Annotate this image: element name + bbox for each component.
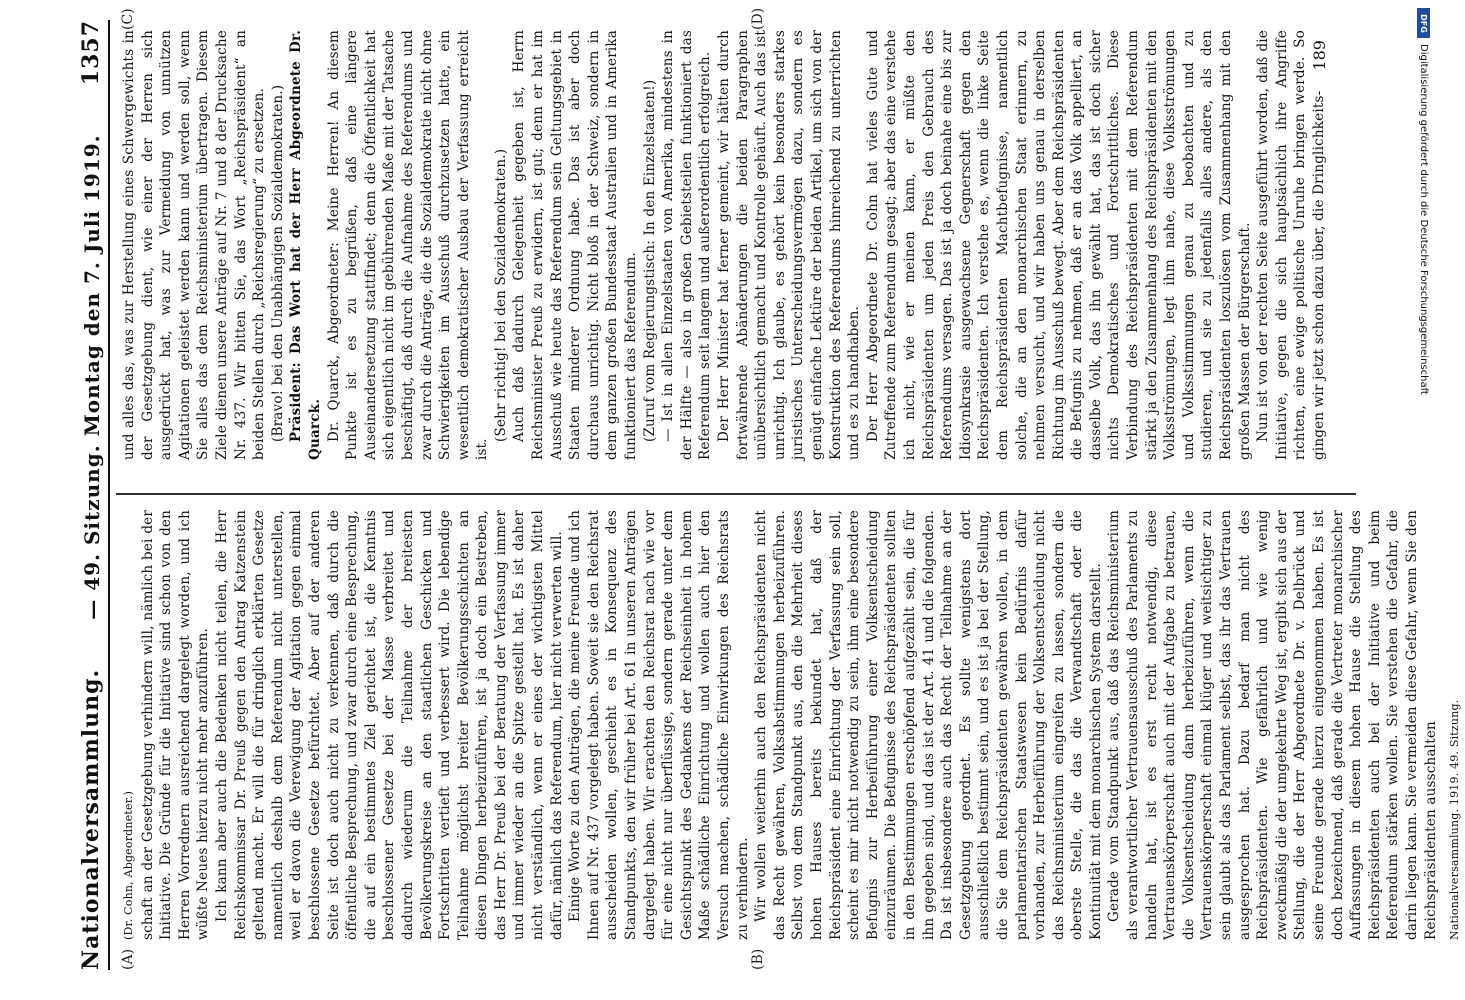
- margin-letter-d: (D): [750, 7, 766, 30]
- header-page-number: 1357: [78, 20, 104, 86]
- interjection: (Bravo! bei den Unabhängigen Sozialdemokraten.): [269, 84, 286, 442]
- left-paragraph: Einige Worte zu den Anträgen, die meine Freunde und ich Ihnen auf Nr. 437 vorgelegt haben. Soweit sie den Reichsrat ausscheiden wollen, geschieht es in Konsequenz des Standpunkts, den wir früher bei Art. 61 in unseren Anträgen dargelegt haben. Wir erachten den Reichsrat nach wie vor für eine nicht nur überflüssige, sondern gerade unter dem Gesichtspunkt des Gedankens der Reichseinheit in hohem Maße schädliche Einrichtung und wollen auch hier den Versuch machen, schädliche Einwirkungen des Reichsrats zu verhindern.: [567, 510, 751, 940]
- column-divider: [116, 494, 1356, 496]
- dfg-logo-icon: DFG: [1417, 8, 1430, 38]
- left-paragraph: Ich kann aber auch die Bedenken nicht teilen, die Herr Reichskommissar Dr. Preuß gegen den Antrag Katzenstein geltend macht. Er will die für dringlich erklärten Gesetze namentlich deshalb dem Referendum nicht unterstellen, weil er davon die Verewigung der Agitation gegen einmal beschlossene Gesetze befürchtet. Aber auf der anderen Seite ist doch auch nicht zu verkennen, daß durch die öffentliche Besprechung, und zwar durch eine Besprechung, die auf ein bestimmtes Ziel gerichtet ist, die Kenntnis beschlossener Gesetze bei der Masse verbreitet und dadurch wiederum die Teilnahme der breitesten Bevölkerungskreise an den staatlichen Geschicken und Fortschritten vertieft und verbessert wird. Die lebendige Teilnahme möglichst breiter Bevölkerungsschichten an diesen Dingen herbeizuführen, ist ja doch ein Bestreben, das Herr Dr. Preuß bei der Beratung der Verfassung immer und immer wieder an die Spitze gestellt hat. Es ist daher nicht verständlich, wenn er eines der wichtigsten Mittel dafür, nämlich das Referendum, hier nicht verwerten will.: [213, 510, 565, 940]
- sidebar-text: Digitalisierung gefördert durch die Deutsche Forschungsgemeinschaft: [1418, 44, 1429, 395]
- header-left: Nationalversammlung.: [78, 668, 104, 970]
- right-paragraph: Der Herr Minister hat ferner gemeint, wir hätten durch fortwährende Abänderungen die beiden Paragraphen unübersichtlich gemacht und Kontrolle gehäuft. Auch das ist unrichtig. Ich glaube, es gehört kein besonders starkes juristisches Unterscheidungsvermögen dazu, sondern es genügt einfache Lektüre der beiden Artikel, um sich von der Konstruktion des Referendums hinreichend zu unterrichten und es zu handhaben.: [716, 30, 863, 460]
- page-header: [70, 20, 110, 970]
- interjection: (Zuruf vom Regierungstisch: In den Einzelstaaten!): [641, 79, 658, 442]
- digitization-sidebar: [1416, 44, 1430, 644]
- header-center: — 49. Sitzung. Montag den 7. Juli 1919.: [80, 134, 104, 620]
- president-line: Präsident: Das Wort hat der Herr Abgeordnete Dr. Quarck.: [288, 30, 323, 460]
- right-paragraph: Auch daß dadurch Gelegenheit gegeben ist, Herrn Reichsminister Preuß zu erwidern, ist gut; denn er hat im Ausschuß wie heute das Referendum sein Geltungsgebiet in Staaten minderer Ordnung habe. Das ist aber doch durchaus unrichtig. Nicht bloß in der Schweiz, sondern in dem ganzen großen Bundesstaat Australien und in Amerika funktioniert das Referendum.: [511, 30, 640, 460]
- left-footer: Nationalversammlung. 1919. 49. Sitzung.: [1448, 699, 1462, 940]
- right-paragraph: Dr. Quarck, Abgeordneter: Meine Herren! An diesem Punkte ist es zu begrüßen, daß eine längere Auseinandersetzung stattfindet; denn die Öffentlichkeit hat sich eigentlich nicht im gebührenden Maße mit der Tatsache beschäftigt, daß durch die Aufnahme des Referendums und zwar durch die Anträge, die die Sozialdemokratie nicht ohne Schwierigkeiten im Ausschuß durchzusetzen hatte, ein wesentlich demokratischer Ausbau der Verfassung erreicht ist.: [325, 30, 491, 460]
- speaker-head: (Dr. Cohn, Abgeordneter.): [122, 790, 135, 940]
- left-column: [120, 510, 1465, 940]
- right-paragraph: Nun ist von der rechten Seite ausgeführt worden, daß die Initiative, gegen die sich hauptsächlich ihre Angriffe richten, eine ewige politische Unruhe bringen werde. So gingen wir jetzt schon dazu über, die Dringlichkeits-: [1255, 30, 1327, 460]
- left-paragraph: schaft an der Gesetzgebung verhindern will, nämlich bei der Initiative. Die Gründe für die Initiative sind schon von den Herren Vorrednern ausreichend dargelegt worden, und ich wüßte Neues hierzu nicht mehr anzuführen.: [139, 510, 212, 940]
- interjection: (Sehr richtig! bei den Sozialdemokraten.): [492, 148, 509, 442]
- right-paragraph: Der Herr Abgeordnete Dr. Cohn hat vieles Gute und Zutreffende zum Referendum gesagt; aber das eine verstehe ich nicht, wie er meinen kann, er müßte den Reichspräsidenten um jeden Preis den Gebrauch des Referendums versagen. Das ist ja doch beinahe eine bis zur Idiosynkrasie ausgewachsene Gegnerschaft gegen den Reichspräsidenten. Ich verstehe es, wenn die linke Seite dem Reichspräsidenten Machtbefugnisse, namentlich solche, die an den monarchischen Staat erinnern, zu nehmen versucht, und wir haben uns genau in derselben Richtung im Ausschuß bewegt. Aber dem Reichspräsidenten die Befugnis zu nehmen, daß er an das Volk appelliert, an dasselbe Volk, das ihn gewählt hat, das ist doch sicher nichts Demokratisches und Fortschrittliches. Diese Verbindung des Reichspräsidenten mit dem Referendum stärkt ja den Zusammenhang des Reichspräsidenten mit den Volksströmungen, legt ihm nahe, diese Volksströmungen und Volksstimmungen genau zu beobachten und zu studieren, und sie zu jedenfalls alles andere, als den Reichspräsidenten loszulösen vom Zusammenhang mit den großen Massen der Bürgerschaft.: [864, 30, 1253, 460]
- left-paragraph: Wir wollen weiterhin auch den Reichspräsidenten nicht das Recht gewähren, Volksabstimmungen herbeizuführen. Selbst von dem Standpunkt aus, den die Mehrheit dieses hohen Hauses bereits bekundet hat, daß der Reichspräsident eine Einrichtung der Verfassung sein soll, scheint es mir nicht notwendig zu sein, ihm eine besondere Befugnis zur Herbeiführung einer Volksentscheidung einzuräumen. Die Befugnisse des Reichspräsidenten sollten in den Bestimmungen erschöpfend aufgezählt sein, die für ihn gegeben sind, und das ist der Art. 41 und die folgenden. Da ist insbesondere auch das Recht der Teilnahme an der Gesetzgebung geordnet. Es sollte wenigstens dort ausschließlich bestimmt sein, und es ist ja bei der Stellung, die Sie dem Reichspräsidenten gewähren wollen, in dem parlamentarischen Staatswesen kein Bedürfnis dafür vorhanden, zur Herbeiführung der Volksentscheidung nicht das Reichsministerium eingreifen zu lassen, sondern die oberste Stelle, die das die Verwandtschaft oder die Kontinuität mit dem monarchischen System darstellt.: [753, 510, 1104, 940]
- margin-letter-a: (A): [120, 948, 136, 970]
- page-footer-number: 189: [1310, 40, 1329, 71]
- left-paragraph: Gerade vom Standpunkt aus, daß das Reichsministerium als verantwortlicher Vertrauensausschuß des Parlaments zu handeln hat, ist es erst recht notwendig, diese Vertrauenskörperschaft auch mit der Aufgabe zu betrauen, die Volksentscheidung dann herbeizuführen, wenn die Vertrauenskörperschaft einmal klüger und weitsichtiger zu sein glaubt als das Parlament selbst, das ihr das Vertrauen ausgesprochen hat. Dazu bedarf man nicht des Reichspräsidenten. Wie gefährlich und wie wenig zweckmäßig die der umgekehrte Weg ist, ergibt sich aus der Stellung, die der Herr Abgeordnete Dr. v. Delbrück und seine Freunde gerade hierzu eingenommen haben. Es ist doch bezeichnend, daß gerade die Vertreter monarchischer Auffassungen in diesem hohen Hause die Stellung des Reichspräsidenten auch bei der Initiative und beim Referendum stärken wollen. Sie verstehen die Gefahr, die darin liegen kann. Sie vermeiden diese Gefahr, wenn Sie den Reichspräsidenten ausschalten: [1106, 510, 1439, 940]
- right-paragraph: und alles das, was zur Herstellung eines Schwergewichts in der Gesetzgebung dient, wie einer der Herren sich ausgedrückt hat, was zur Vermeidung von unnützen Agitationen geleistet werden kann und werden soll, wenn Sie alles das dem Reichsministerium übertragen. Diesem Ziele dienen unsere Anträge auf Nr. 7 und 8 der Drucksache Nr. 437. Wir bitten Sie, das Wort „Reichspräsident“ an beiden Stellen durch „Reichsregierung“ zu ersetzen.: [121, 30, 268, 460]
- right-column: [120, 30, 1329, 460]
- margin-letter-c: (C): [120, 8, 136, 30]
- right-paragraph: — Ist in allen Einzelstaaten von Amerika, mindestens in der Hälfte — also in großen Gebietsteilen funktioniert das Referendum seit langem und außerordentlich erfolgreich.: [660, 30, 714, 460]
- margin-letter-b: (B): [750, 948, 766, 970]
